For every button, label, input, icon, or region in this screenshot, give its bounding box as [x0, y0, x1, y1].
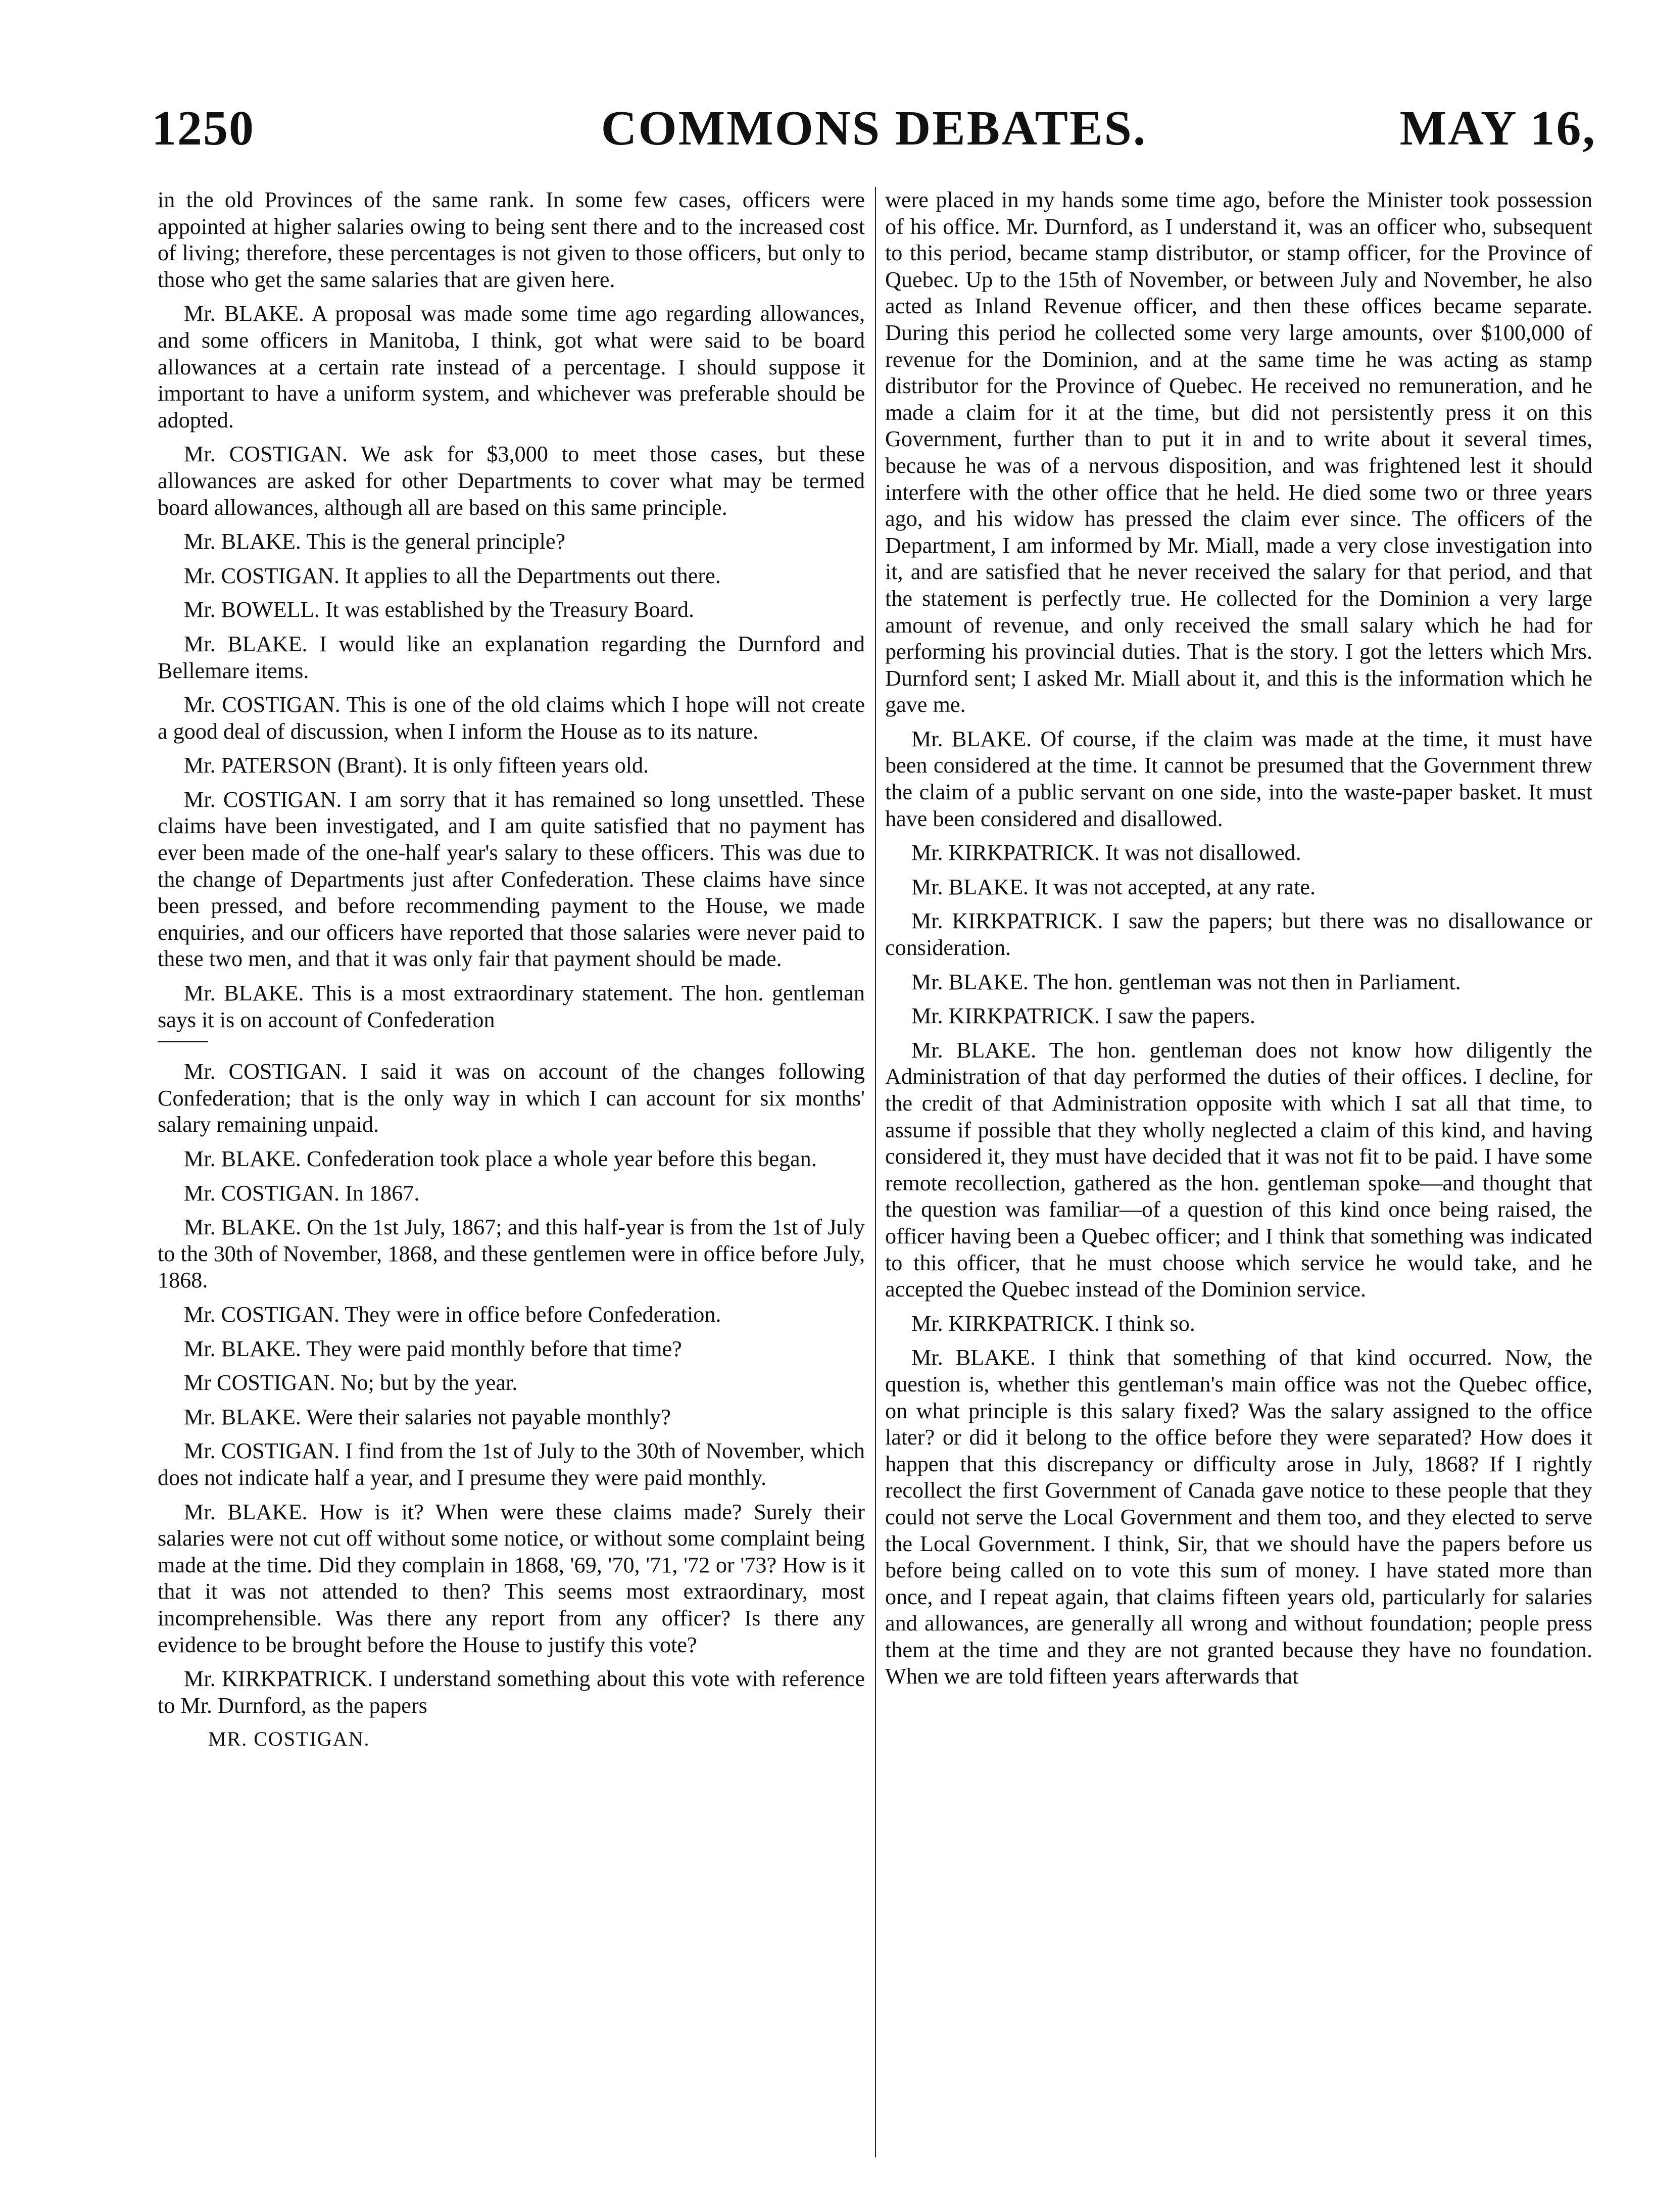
- paragraph: Mr. BLAKE. The hon. gentleman was not then in Parliament.: [911, 969, 1461, 994]
- paragraph: in the old Provinces of the same rank. In some few cases, officers were appointed at higher salaries owing to being sent there and to the increased cost of living; therefore, these percentages is not given to those officers, but only to those who get the same salaries that are given here.: [158, 187, 865, 292]
- paragraph: Mr. BLAKE. It was not accepted, at any rate.: [911, 874, 1316, 899]
- paragraph: Mr. BLAKE. A proposal was made some time ago regarding allowances, and some officers in Manitoba, I think, got what were said to be board allowances at a certain rate instead of a percentage. I should suppose it important to have a uniform system, and whichever was preferable should be adopted.: [158, 301, 865, 432]
- page-date: MAY 16,: [1399, 101, 1596, 156]
- paragraph: Mr. BLAKE. How is it? When were these claims made? Surely their salaries were not cut off without some notice, or without some complaint being made at the time. Did they complain in 1868, '69, '70, '71, '72 or '73? How is it that it was not attended to then? This seems most extraordinary, most incomprehensible. Was there any report from any officer? Is there any evidence to be brought before the House to justify this vote?: [158, 1499, 865, 1657]
- paragraph: Mr. KIRKPATRICK. It was not disallowed.: [911, 840, 1301, 865]
- paragraph: Mr. COSTIGAN. We ask for $3,000 to meet those cases, but these allowances are asked for other Departments to cover what may be termed board allowances, although all are based on this same principle.: [158, 442, 865, 520]
- paragraph: Mr. PATERSON (Brant). It is only fifteen years old.: [184, 753, 649, 778]
- footer-speaker: MR. COSTIGAN.: [208, 1727, 370, 1751]
- page-header: [152, 100, 1596, 161]
- paragraph: Mr. COSTIGAN. It applies to all the Departments out there.: [184, 563, 721, 588]
- paragraph: Mr. KIRKPATRICK. I saw the papers.: [911, 1003, 1255, 1029]
- paragraph: Mr. COSTIGAN. They were in office before Confederation.: [184, 1302, 721, 1327]
- right-column: [885, 187, 1592, 2168]
- page-number: 1250: [152, 101, 255, 156]
- paragraph: Mr. KIRKPATRICK. I think so.: [911, 1311, 1195, 1336]
- section-separator: [158, 1041, 208, 1042]
- paragraph: Mr. COSTIGAN. I said it was on account of the changes following Confederation; that is the only way in which I can account for six months' salary remaining unpaid.: [158, 1059, 865, 1137]
- paragraph: Mr. BOWELL. It was established by the Treasury Board.: [184, 597, 695, 622]
- page-title: COMMONS DEBATES.: [601, 101, 1147, 156]
- paragraph: Mr. BLAKE. I think that something of that kind occurred. Now, the question is, whether this gentleman's main office was not the Quebec office, on what principle is this salary fixed? Was the salary assigned to the office later? or did it belong to the office before they were separated? How does it happen that this discrepancy or difficulty arose in July, 1868? If I rightly recollect the first Government of Canada gave notice to these people that they could not serve the Local Government and them too, and they elected to serve the Local Government. I think, Sir, that we should have the papers before us before being called on to vote this sum of money. I have stated more than once, and I repeat again, that claims fifteen years old, particularly for salaries and allowances, are generally all wrong and without foundation; people press them at the time and they are not granted because they have no foundation. When we are told fifteen years afterwards that: [885, 1345, 1592, 1689]
- paragraph: Mr. BLAKE. They were paid monthly before that time?: [184, 1336, 682, 1361]
- paragraph: Mr. BLAKE. This is a most extraordinary statement. The hon. gentleman says it is on account of Confederation: [158, 981, 865, 1032]
- paragraph: Mr. BLAKE. I would like an explanation regarding the Durnford and Bellemare items.: [158, 631, 865, 683]
- paragraph: Mr. BLAKE. The hon. gentleman does not know how diligently the Administration of that day performed the duties of their offices. I decline, for the credit of that Administration opposite with which I sat all that time, to assume if possible that they wholly neglected a claim of this kind, and having considered it, they must have decided that it was not fit to be paid. I have some remote recollection, gathered as the hon. gentleman spoke—and thought that the question was familiar—of a question of this kind once being raised, the officer having been a Quebec officer; and I think that something was indicated to this officer, that he must choose which service he would take, and he accepted the Quebec instead of the Dominion service.: [885, 1037, 1592, 1302]
- paragraph: Mr. KIRKPATRICK. I understand something about this vote with reference to Mr. Durnford, as the papers: [158, 1666, 865, 1718]
- paragraph: Mr. BLAKE. Were their salaries not payable monthly?: [184, 1404, 671, 1429]
- paragraph: were placed in my hands some time ago, before the Minister took possession of his office. Mr. Durnford, as I understand it, was an officer who, subsequent to this period, became stamp distributor, or stamp officer, for the Province of Quebec. Up to the 15th of November, or between July and November, he also acted as Inland Revenue officer, and then these offices became separate. During this period he collected some very large amounts, over $100,000 of revenue for the Dominion, and at the same time he was acting as stamp distributor for the Province of Quebec. He received no remuneration, and he made a claim for it at the time, but did not persistently press it on this Government, further than to put it in and to write about it several times, because he was of a nervous disposition, and was frightened lest it should interfere with the other office that he held. He died some two or three years ago, and his widow has pressed the claim ever since. The officers of the Department, I am informed by Mr. Miall, made a very close investigation into it, and are satisfied that he never received the salary for that period, and that the statement is perfectly true. He collected for the Dominion a very large amount of revenue, and only received the small salary which he had for performing his provincial duties. That is the story. I got the letters which Mrs. Durnford sent; I asked Mr. Miall about it, and this is the information which he gave me.: [885, 187, 1592, 717]
- paragraph: Mr. BLAKE. Confederation took place a whole year before this began.: [184, 1146, 817, 1171]
- paragraph: Mr. COSTIGAN. In 1867.: [184, 1180, 420, 1206]
- paragraph: Mr COSTIGAN. No; but by the year.: [184, 1370, 518, 1396]
- column-divider: [875, 187, 876, 2157]
- paragraph: Mr. COSTIGAN. This is one of the old claims which I hope will not create a good deal of discussion, when I inform the House as to its nature.: [158, 692, 865, 744]
- left-column: [158, 187, 865, 2168]
- paragraph: Mr. BLAKE. On the 1st July, 1867; and this half-year is from the 1st of July to the 30th of November, 1868, and these gentlemen were in office before July, 1868.: [158, 1215, 865, 1293]
- paragraph: Mr. COSTIGAN. I am sorry that it has remained so long unsettled. These claims have been investigated, and I am quite satisfied that no payment has ever been made of the one-half year's salary to these officers. This was due to the change of Departments just after Confederation. These claims have since been pressed, and before recommending payment to the House, we made enquiries, and our officers have reported that those salaries were never paid to these two men, and that it was only fair that payment should be made.: [158, 787, 865, 972]
- paragraph: Mr. BLAKE. Of course, if the claim was made at the time, it must have been considered at the time. It cannot be presumed that the Government threw the claim of a public servant on one side, into the waste-paper basket. It must have been considered and disallowed.: [885, 726, 1592, 831]
- paragraph: Mr. BLAKE. This is the general principle?: [184, 529, 566, 554]
- paragraph: Mr. COSTIGAN. I find from the 1st of July to the 30th of November, which does not indicate half a year, and I presume they were paid monthly.: [158, 1438, 865, 1490]
- paragraph: Mr. KIRKPATRICK. I saw the papers; but there was no disallowance or consideration.: [885, 908, 1592, 960]
